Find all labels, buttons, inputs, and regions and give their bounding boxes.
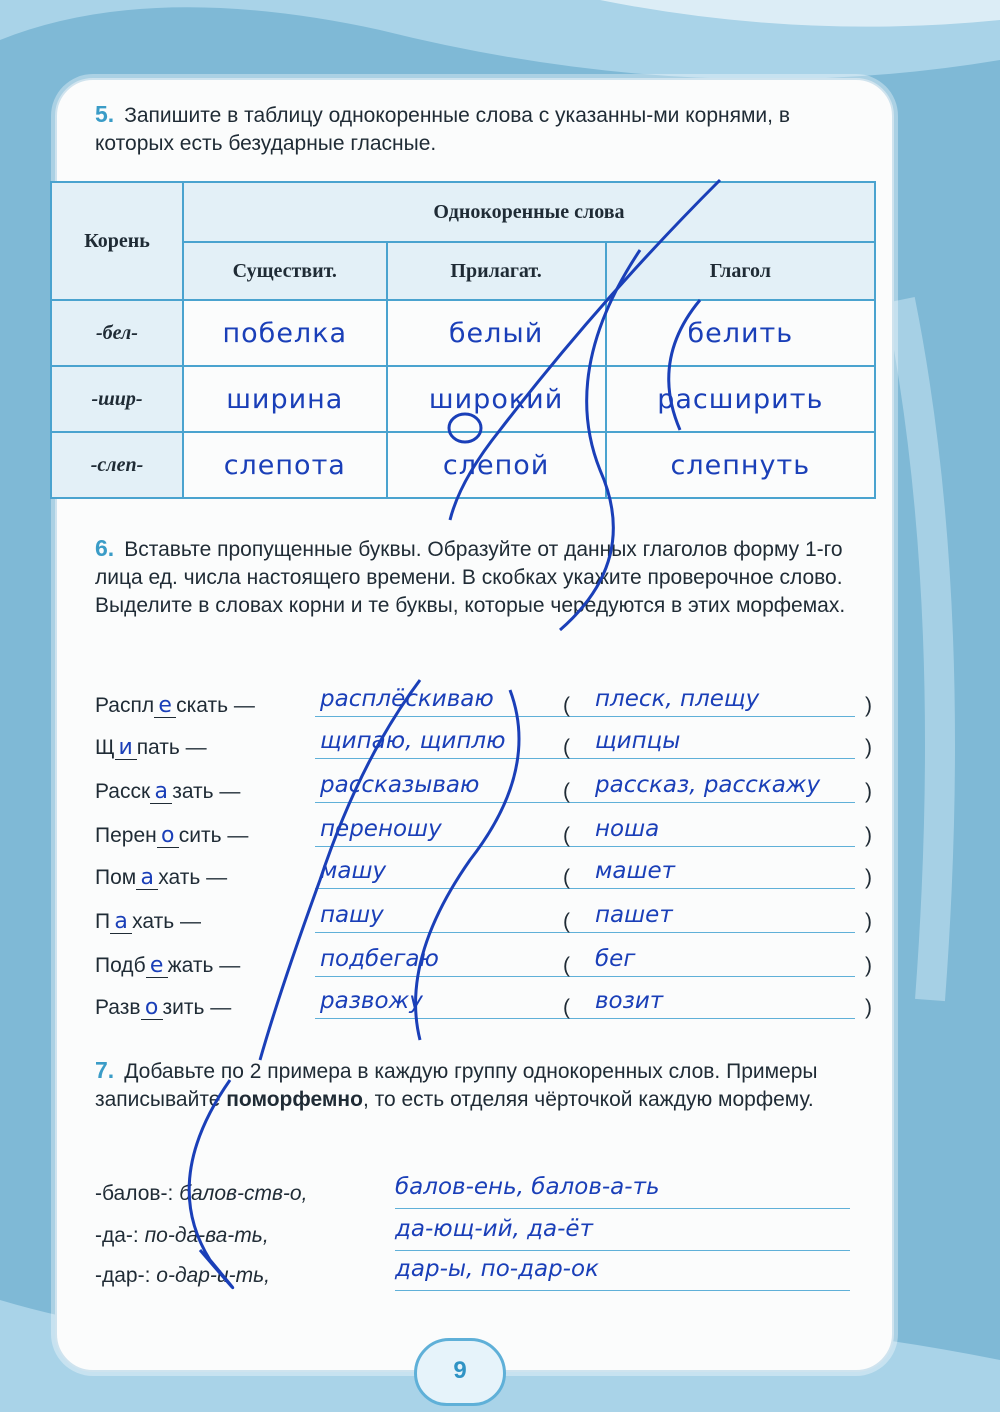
- word-prefix: Щ: [95, 736, 115, 759]
- verb-form-answer[interactable]: рассказываю: [320, 772, 480, 798]
- answer-line: [315, 846, 585, 847]
- root-cell: -шир-: [51, 366, 183, 432]
- exercise-row: [95, 946, 875, 990]
- word-suffix: пать —: [136, 736, 207, 759]
- noun-answer: ширина: [183, 366, 387, 432]
- answer-line: [315, 758, 585, 759]
- word-suffix: хать —: [158, 866, 228, 889]
- check-word-answer[interactable]: возит: [595, 988, 664, 1014]
- verb-form-answer[interactable]: щипаю, щиплю: [320, 728, 506, 754]
- group-row: [95, 1174, 875, 1214]
- task-5-number: 5.: [95, 101, 115, 127]
- group-answer[interactable]: балов-ень, балов-а-ть: [395, 1174, 660, 1200]
- exercise-word: [95, 910, 201, 934]
- word-prefix: Распл: [95, 694, 155, 717]
- paren-close: ): [865, 996, 872, 1019]
- check-line: [580, 932, 855, 933]
- exercise-word: [95, 996, 231, 1020]
- missing-letter-field[interactable]: а: [150, 781, 172, 804]
- group-example: о-дар-и-ть,: [156, 1264, 270, 1287]
- group-root: -балов-:: [95, 1182, 174, 1205]
- adj-answer: слепой: [387, 432, 606, 498]
- task-6-instruction: [95, 534, 865, 620]
- group-row: [95, 1216, 875, 1256]
- check-line: [580, 802, 855, 803]
- group-label: [95, 1224, 269, 1248]
- task-7-instruction: [95, 1056, 865, 1114]
- check-line: [580, 846, 855, 847]
- check-word-answer[interactable]: рассказ, расскажу: [595, 772, 821, 798]
- exercise-word: [95, 866, 227, 890]
- paren-open: (: [563, 954, 570, 977]
- paren-close: ): [865, 866, 872, 889]
- paren-open: (: [563, 780, 570, 803]
- paren-open: (: [563, 996, 570, 1019]
- word-prefix: П: [95, 910, 111, 933]
- noun-answer: слепота: [183, 432, 387, 498]
- verb-form-answer[interactable]: машу: [320, 858, 387, 884]
- group-answer[interactable]: дар-ы, по-дар-ок: [395, 1256, 599, 1282]
- paren-open: (: [563, 824, 570, 847]
- task-7-text-bold: поморфемно: [226, 1088, 363, 1111]
- exercise-word: [95, 824, 248, 848]
- exercise-word: [95, 736, 207, 760]
- col-root-header: Корень: [51, 182, 183, 300]
- missing-letter-field[interactable]: а: [136, 867, 158, 890]
- exercise-row: [95, 858, 875, 902]
- word-prefix: Разв: [95, 996, 141, 1019]
- check-line: [580, 716, 855, 717]
- group-header: Однокоренные слова: [183, 182, 875, 242]
- exercise-word: [95, 954, 240, 978]
- paren-open: (: [563, 736, 570, 759]
- group-answer-line: [395, 1208, 850, 1209]
- group-example: по-да-ва-ть,: [144, 1224, 269, 1247]
- group-answer-line: [395, 1290, 850, 1291]
- missing-letter-field[interactable]: о: [141, 997, 163, 1020]
- missing-letter-field[interactable]: и: [115, 737, 137, 760]
- table-row: [51, 300, 875, 366]
- answer-line: [315, 976, 585, 977]
- check-line: [580, 758, 855, 759]
- exercise-row: [95, 686, 875, 730]
- word-prefix: Перен: [95, 824, 157, 847]
- task-6-number: 6.: [95, 535, 115, 561]
- col-noun-header: Существит.: [183, 242, 387, 300]
- word-prefix: Расск: [95, 780, 151, 803]
- col-adj-header: Прилагат.: [387, 242, 606, 300]
- paren-close: ): [865, 824, 872, 847]
- group-example: балов-ств-о,: [179, 1182, 308, 1205]
- task-6-text: Вставьте пропущенные буквы. Образуйте от данных глаголов форму 1-го лица ед. числа настоящего времени. В скобках укажите проверочное слово. Выделите в словах корни и те буквы, которые чередуются в этих морфемах.: [95, 538, 846, 617]
- exercise-row: [95, 772, 875, 816]
- group-answer-line: [395, 1250, 850, 1251]
- word-suffix: зить —: [162, 996, 232, 1019]
- word-suffix: скать —: [176, 694, 255, 717]
- word-suffix: хать —: [132, 910, 201, 933]
- table-row: [51, 432, 875, 498]
- group-answer[interactable]: да-ющ-ий, да-ёт: [395, 1216, 593, 1242]
- check-line: [580, 1018, 855, 1019]
- verb-form-answer[interactable]: развожу: [320, 988, 423, 1014]
- answer-line: [315, 716, 585, 717]
- exercise-row: [95, 816, 875, 860]
- check-word-answer[interactable]: ноша: [595, 816, 660, 842]
- check-word-answer[interactable]: бег: [595, 946, 636, 972]
- check-line: [580, 888, 855, 889]
- word-prefix: Пом: [95, 866, 137, 889]
- paren-open: (: [563, 694, 570, 717]
- paren-open: (: [563, 910, 570, 933]
- group-root: -дар-:: [95, 1264, 151, 1287]
- group-row: [95, 1256, 875, 1296]
- answer-line: [315, 802, 585, 803]
- word-suffix: жать —: [167, 954, 241, 977]
- task-7-text-a: Добавьте по 2 примера в каждую группу однокоренных слов. Примеры записывайте: [95, 1060, 818, 1111]
- paren-close: ): [865, 736, 872, 759]
- roots-table: [50, 181, 876, 499]
- task-5-text: Запишите в таблицу однокоренные слова с указанны-ми корнями, в которых есть безударные гласные.: [95, 104, 790, 155]
- noun-answer: побелка: [183, 300, 387, 366]
- missing-letter-field[interactable]: а: [110, 911, 132, 934]
- word-prefix: Подб: [95, 954, 146, 977]
- root-cell: -бел-: [51, 300, 183, 366]
- root-cell: -слеп-: [51, 432, 183, 498]
- verb-form-answer[interactable]: пашу: [320, 902, 384, 928]
- word-suffix: зать —: [172, 780, 241, 803]
- exercise-word: [95, 780, 240, 804]
- missing-letter-field[interactable]: о: [157, 825, 179, 848]
- word-suffix: сить —: [178, 824, 249, 847]
- check-word-answer[interactable]: щипцы: [595, 728, 681, 754]
- missing-letter-field[interactable]: е: [146, 955, 168, 978]
- exercise-row: [95, 988, 875, 1032]
- check-word-answer[interactable]: машет: [595, 858, 676, 884]
- exercise-word: [95, 694, 255, 718]
- group-root: -да-:: [95, 1224, 139, 1247]
- check-word-answer[interactable]: плеск, плещу: [595, 686, 760, 712]
- verb-answer: белить: [606, 300, 875, 366]
- verb-answer: расширить: [606, 366, 875, 432]
- verb-answer: слепнуть: [606, 432, 875, 498]
- table-row: [51, 366, 875, 432]
- missing-letter-field[interactable]: е: [154, 695, 176, 718]
- paren-close: ): [865, 910, 872, 933]
- group-label: [95, 1182, 307, 1206]
- exercise-row: [95, 728, 875, 772]
- paren-close: ): [865, 780, 872, 803]
- page-number: 9: [414, 1338, 506, 1406]
- check-line: [580, 976, 855, 977]
- col-verb-header: Глагол: [606, 242, 875, 300]
- paren-open: (: [563, 866, 570, 889]
- task-7-number: 7.: [95, 1057, 115, 1083]
- answer-line: [315, 1018, 585, 1019]
- verb-form-answer[interactable]: подбегаю: [320, 946, 439, 972]
- verb-form-answer[interactable]: расплёскиваю: [320, 686, 494, 712]
- verb-form-answer[interactable]: переношу: [320, 816, 442, 842]
- answer-line: [315, 932, 585, 933]
- paren-close: ): [865, 954, 872, 977]
- paren-close: ): [865, 694, 872, 717]
- task-7-text-b: , то есть отделяя чёрточкой каждую морфему.: [362, 1088, 814, 1111]
- adj-answer: широкий: [387, 366, 606, 432]
- check-word-answer[interactable]: пашет: [595, 902, 673, 928]
- adj-answer: белый: [387, 300, 606, 366]
- group-label: [95, 1264, 270, 1288]
- answer-line: [315, 888, 585, 889]
- task-5-instruction: [95, 100, 865, 158]
- exercise-row: [95, 902, 875, 946]
